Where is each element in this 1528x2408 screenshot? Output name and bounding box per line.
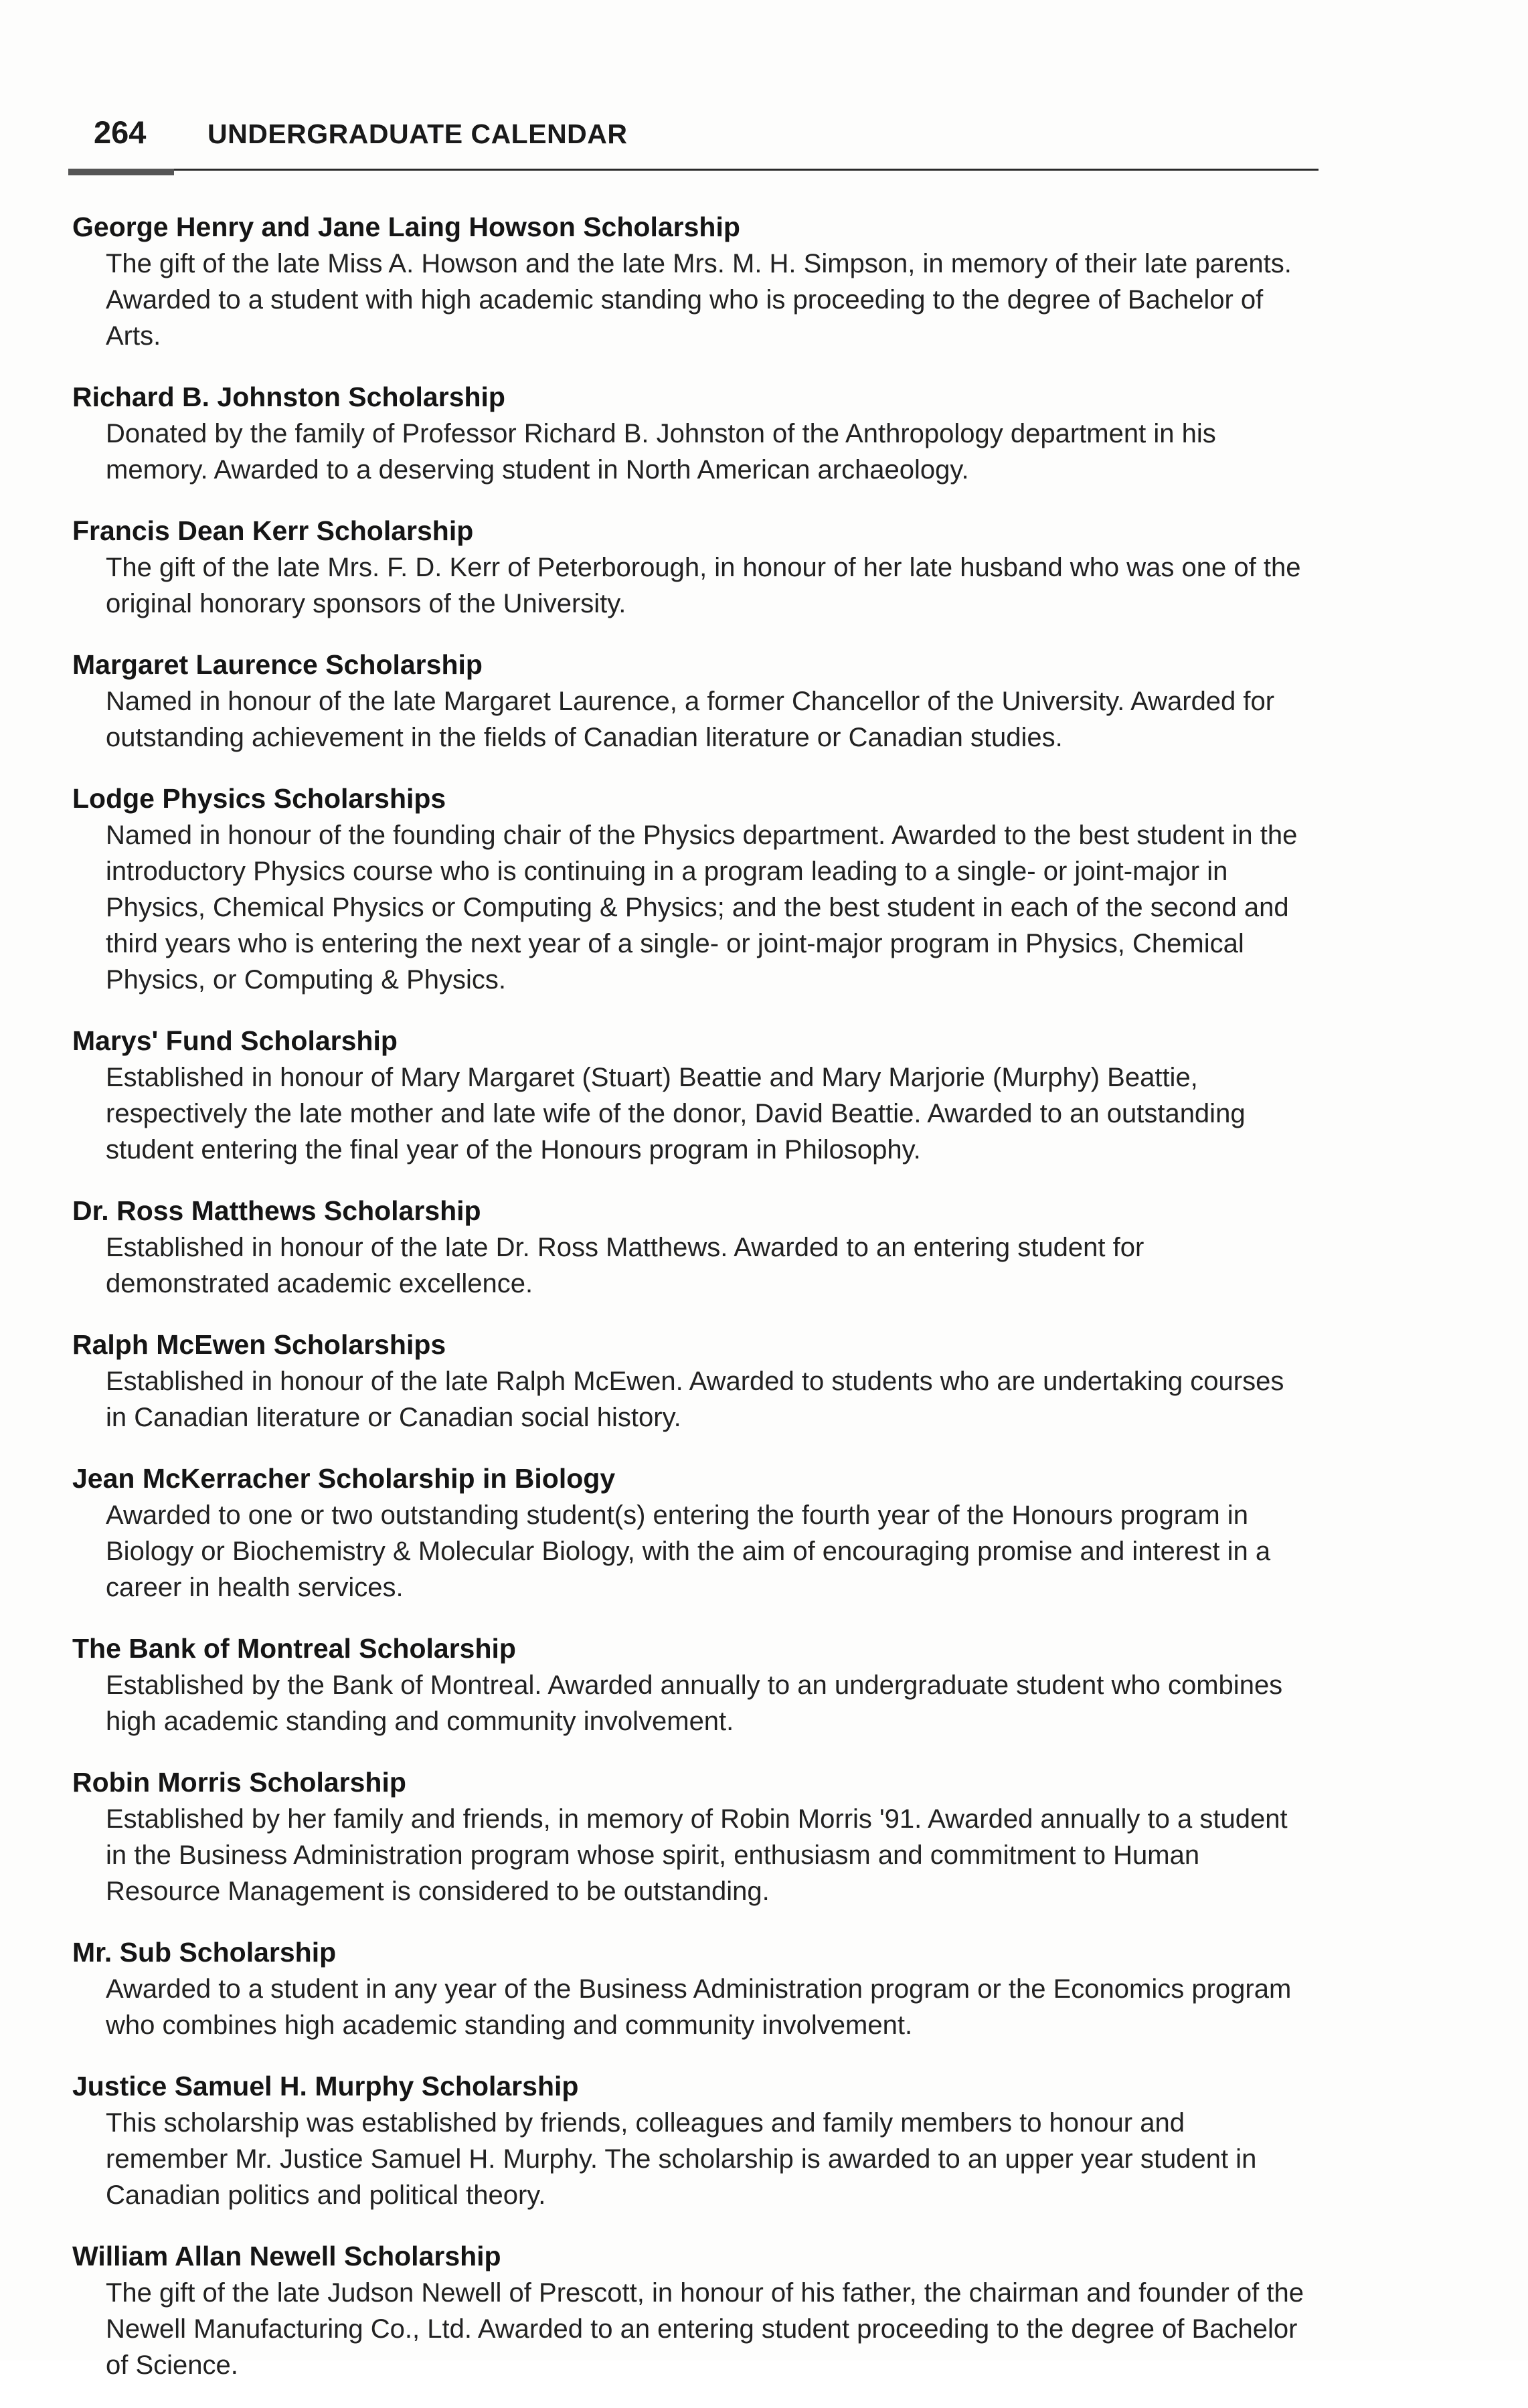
scholarship-entry [72,513,1317,622]
running-title: UNDERGRADUATE CALENDAR [207,118,628,149]
scholarship-description: Awarded to one or two outstanding student(s) entering the fourth year of the Honours program in Biology or Biochemistry & Molecular Biology, with the aim of encouraging promise and interest in a career in health services. [106,1500,1271,1602]
scholarship-description: Named in honour of the founding chair of the Physics department. Awarded to the best student in the introductory Physics course who is continuing in a program leading to a single- or joint-major in Physics, Chemical Physics or Computing & Physics; and the best student in each of the second and third years who is entering the next year of a single- or joint-major program in Physics, Chemical Physics, or Computing & Physics. [106,821,1298,995]
header-rule-accent [68,169,174,175]
scholarship-entry [72,647,1317,756]
scholarship-description: Donated by the family of Professor Richard B. Johnston of the Anthropology department in his memory. Awarded to a deserving student in North American archaeology. [106,419,1216,485]
scholarship-title: Lodge Physics Scholarships [72,783,446,814]
scholarship-description: Established in honour of Mary Margaret (Stuart) Beattie and Mary Marjorie (Murphy) Beattie, respectively the late mother and late wife of the donor, David Beattie. Awarded to an outstanding student entering the final year of the Honours program in Philosophy. [106,1063,1246,1165]
scholarship-entry [72,1460,1317,1606]
page-header [94,112,1319,153]
scholarship-description: Named in honour of the late Margaret Laurence, a former Chancellor of the University. Awarded for outstanding achievement in the fields of Canadian literature or Canadian studies. [106,687,1275,752]
scholarship-entry [72,780,1317,998]
scholarship-title: William Allan Newell Scholarship [72,2241,501,2271]
scholarship-title: Margaret Laurence Scholarship [72,649,483,680]
scholarship-entry [72,2238,1317,2383]
scholarship-entry [72,379,1317,488]
scholarship-title: Justice Samuel H. Murphy Scholarship [72,2071,579,2101]
scholarship-description: Established by the Bank of Montreal. Awarded annually to an undergraduate student who combines high academic standing and community involvement. [106,1670,1283,1736]
scholarship-description: This scholarship was established by friends, colleagues and family members to honour and remember Mr. Justice Samuel H. Murphy. The scholarship is awarded to an upper year student in Canadian politics and political theory. [106,2108,1257,2210]
scholarship-title: Dr. Ross Matthews Scholarship [72,1195,481,1226]
scholarship-entry [72,1326,1317,1436]
scholarship-entry [72,1193,1317,1302]
scholarship-title: Marys' Fund Scholarship [72,1025,398,1056]
scholarship-description: Established by her family and friends, in memory of Robin Morris '91. Awarded annually to a student in the Business Administration program whose spirit, enthusiasm and commitment to Human Resource Management is considered to be outstanding. [106,1804,1288,1906]
scholarship-title: Robin Morris Scholarship [72,1767,406,1798]
scholarship-description: The gift of the late Judson Newell of Prescott, in honour of his father, the chairman and founder of the Newell Manufacturing Co., Ltd. Awarded to an entering student proceeding to the degree of Bachelor of Science. [106,2278,1304,2380]
header-rule [68,169,1319,171]
scholarship-description: Awarded to a student in any year of the Business Administration program or the Economics program who combines high academic standing and community involvement. [106,1974,1292,2040]
scholarship-title: George Henry and Jane Laing Howson Scholarship [72,211,740,242]
scholarship-entry [72,1023,1317,1168]
scholarship-description: The gift of the late Miss A. Howson and the late Mrs. M. H. Simpson, in memory of their late parents. Awarded to a student with high academic standing who is proceeding to the degree of Bachelor of Arts. [106,249,1292,351]
scholarship-entry [72,2068,1317,2213]
page-number: 264 [94,114,147,150]
scholarship-title: Jean McKerracher Scholarship in Biology [72,1463,616,1494]
scholarship-title: Francis Dean Kerr Scholarship [72,515,474,546]
scholarship-entry [72,1764,1317,1909]
scholarship-entry [72,1934,1317,2043]
scholarship-title: Mr. Sub Scholarship [72,1937,337,1968]
scholarship-title: The Bank of Montreal Scholarship [72,1633,516,1664]
scholarship-title: Ralph McEwen Scholarships [72,1329,446,1360]
scholarship-entry [72,209,1317,354]
scholarship-description: Established in honour of the late Dr. Ross Matthews. Awarded to an entering student for demonstrated academic excellence. [106,1233,1144,1298]
scholarship-entry [72,1630,1317,1739]
scholarship-description: The gift of the late Mrs. F. D. Kerr of Peterborough, in honour of her late husband who was one of the original honorary sponsors of the University. [106,553,1301,618]
scholarship-list [72,209,1317,2408]
scholarship-title: Richard B. Johnston Scholarship [72,381,505,412]
scholarship-description: Established in honour of the late Ralph McEwen. Awarded to students who are undertaking courses in Canadian literature or Canadian social history. [106,1367,1284,1432]
